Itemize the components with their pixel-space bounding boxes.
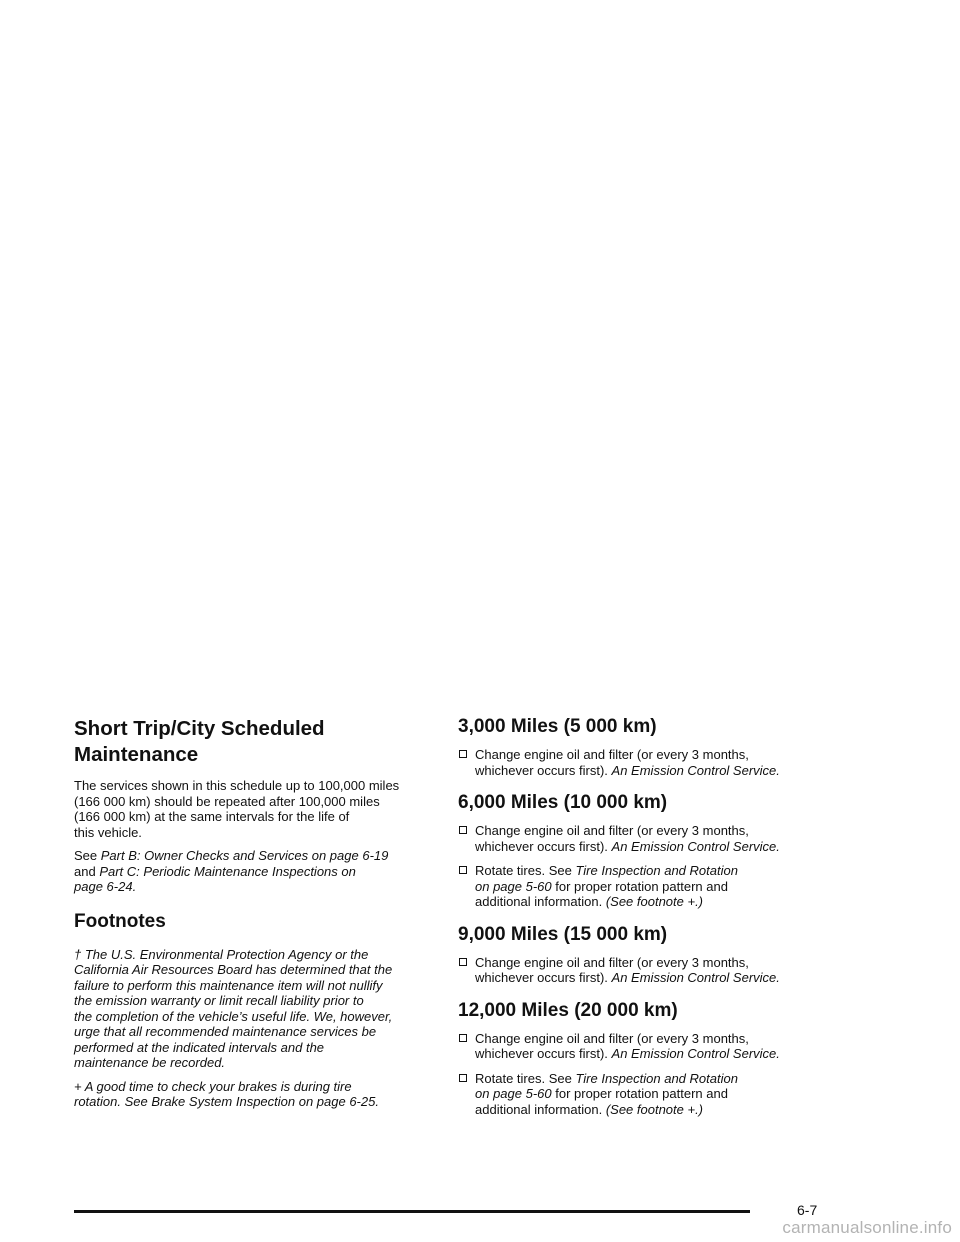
footnote-ref: (See footnote +.) [605, 894, 704, 909]
checkbox-icon [459, 958, 467, 966]
see-prefix: See [74, 848, 98, 863]
footnote-dagger: † The U.S. Environmental Protection Agency or the California Air Resources Board has determined that the failure to perform this maintenance item will not nullify the emission warranty or limit recall liability prior to the completion of the vehicle’s useful life. We, however, urge that all recommended maintenance services be performed at the indicated intervals and the maintenance be recorded. [74, 946, 393, 1070]
item-text-line: Rotate tires. See [475, 863, 576, 878]
checkbox-icon [459, 866, 467, 874]
item-text-line: Change engine oil and filter (or every 3 months, [475, 747, 749, 762]
right-column [458, 716, 820, 1126]
checkbox-icon [459, 750, 467, 758]
page-title [74, 716, 436, 768]
checklist-item-oil-12000 [458, 1031, 820, 1062]
see-ref-part-c[interactable]: Part C: Periodic Maintenance Inspections on page 6-24 [74, 863, 356, 894]
item-text-line: whichever occurs first). [475, 1046, 612, 1061]
item-text-line: whichever occurs first). [475, 970, 612, 985]
heading-6000-miles: 6,000 Miles (10 000 km) [458, 792, 668, 813]
see-end: . [132, 879, 137, 894]
checklist-item-tires-6000 [458, 863, 820, 910]
item-text-line: additional information. [475, 1101, 606, 1117]
heading-9000-miles: 9,000 Miles (15 000 km) [458, 923, 668, 945]
see-ref-part-b[interactable]: Part B: Owner Checks and Services on page 6-19 [100, 848, 389, 863]
checkbox-icon [459, 1034, 467, 1042]
intro-paragraph: The services shown in this schedule up to 100,000 miles (166 000 km) should be repeated after 100,000 miles (166 000 km) at the same intervals for the life of this vehicle. [74, 778, 400, 840]
title-line-1: Short Trip/City Scheduled [74, 717, 325, 740]
tire-rotation-page-ref[interactable]: on page 5-60 [475, 878, 552, 894]
tire-rotation-ref[interactable]: Tire Inspection and Rotation [575, 1070, 738, 1086]
page-number: 6-7 [797, 1202, 818, 1218]
checklist-item-oil-9000 [458, 955, 820, 986]
checklist-item-oil-6000 [458, 823, 820, 854]
checklist-item-tires-12000 [458, 1071, 820, 1118]
item-text-line: for proper rotation pattern and [551, 1086, 728, 1101]
footnote-ref: (See footnote +.) [605, 1101, 704, 1117]
checkbox-icon [459, 1074, 467, 1082]
item-text-line: for proper rotation pattern and [551, 878, 728, 894]
emission-service-note: An Emission Control Service. [611, 762, 780, 778]
see-and: and [74, 863, 96, 879]
item-text-line: Change engine oil and filter (or every 3 months, [475, 1030, 749, 1046]
watermark: carmanualsonline.info [782, 1218, 952, 1237]
checkbox-icon [459, 826, 467, 834]
footer-rule [74, 1210, 750, 1213]
footnote-plus: + A good time to check your brakes is during tire rotation. See Brake System Inspection on page 6-25. [74, 1078, 379, 1109]
heading-12000-miles: 12,000 Miles (20 000 km) [458, 999, 678, 1021]
item-text-line: additional information. [475, 894, 606, 909]
emission-service-note: An Emission Control Service. [611, 970, 780, 985]
see-also-paragraph [74, 848, 436, 895]
item-text-line: Change engine oil and filter (or every 3 months, [475, 954, 749, 970]
item-text-line: Change engine oil and filter (or every 3 months, [475, 823, 749, 838]
item-text-line: whichever occurs first). [475, 762, 612, 778]
emission-service-note: An Emission Control Service. [611, 1046, 780, 1061]
item-text-line: whichever occurs first). [475, 838, 612, 854]
heading-3000-miles: 3,000 Miles (5 000 km) [458, 716, 657, 737]
emission-service-note: An Emission Control Service. [611, 838, 780, 854]
title-line-2: Maintenance [74, 743, 199, 766]
item-text-line: Rotate tires. See [475, 1070, 576, 1086]
checklist-item-oil-3000 [458, 747, 820, 778]
tire-rotation-page-ref[interactable]: on page 5-60 [475, 1086, 552, 1101]
left-column [74, 716, 436, 1118]
tire-rotation-ref[interactable]: Tire Inspection and Rotation [575, 863, 738, 878]
footnotes-heading: Footnotes [74, 910, 166, 932]
